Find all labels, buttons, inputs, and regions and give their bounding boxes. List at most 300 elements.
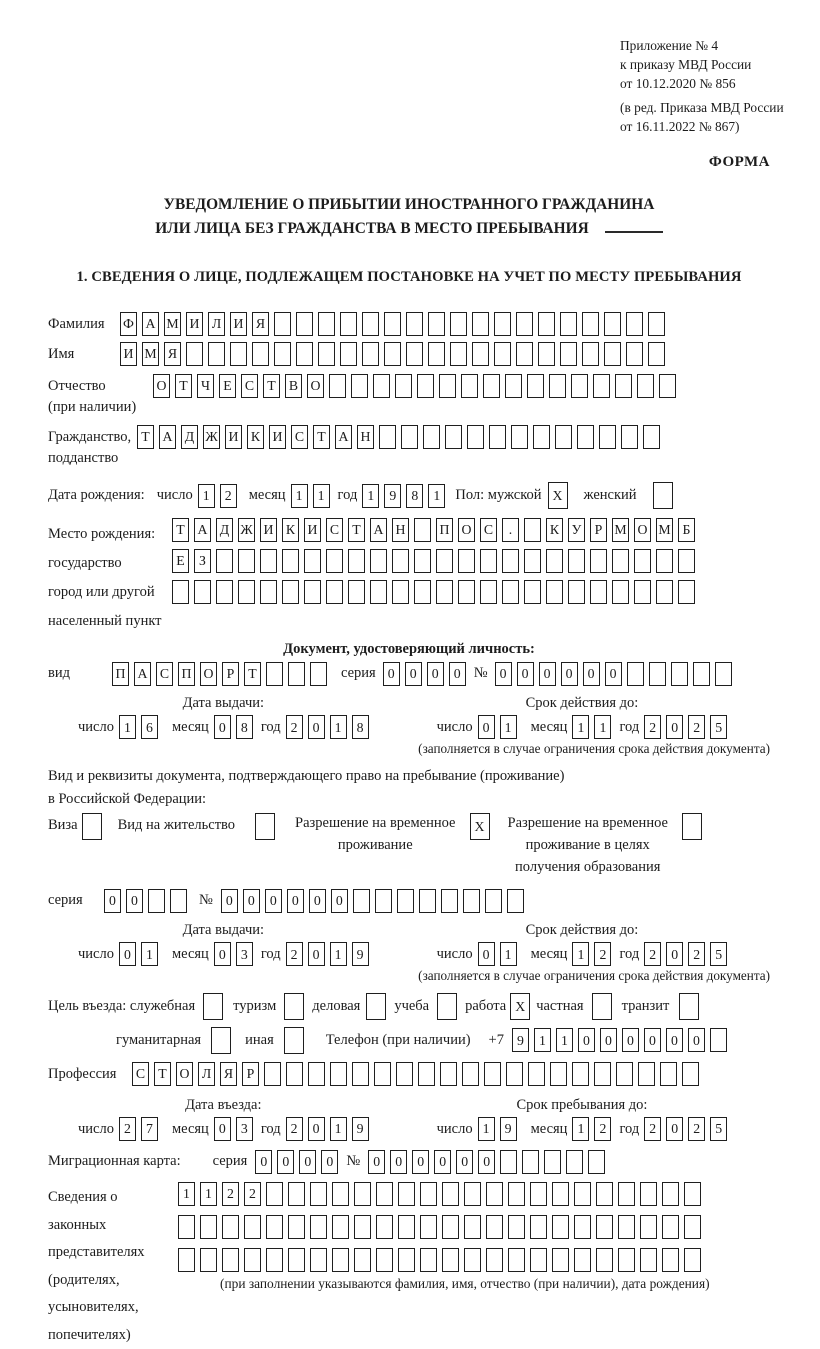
form-cell[interactable]: 0 — [434, 1150, 451, 1174]
form-cell[interactable]: О — [153, 374, 170, 398]
form-cell[interactable] — [406, 312, 423, 336]
form-cell[interactable]: 2 — [594, 1117, 611, 1141]
form-cell[interactable]: Д — [216, 518, 233, 542]
form-cell[interactable] — [480, 580, 497, 604]
form-cell[interactable]: Ф — [120, 312, 137, 336]
form-cell[interactable] — [374, 1062, 391, 1086]
form-cell[interactable] — [516, 342, 533, 366]
form-cell[interactable] — [507, 889, 524, 913]
form-cell[interactable] — [560, 312, 577, 336]
form-cell[interactable]: 0 — [214, 942, 231, 966]
form-cell[interactable] — [222, 1248, 239, 1272]
form-cell[interactable]: . — [502, 518, 519, 542]
form-cell[interactable] — [662, 1215, 679, 1239]
form-cell[interactable] — [439, 374, 456, 398]
form-cell[interactable] — [572, 1062, 589, 1086]
form-cell[interactable] — [370, 580, 387, 604]
form-cell[interactable] — [604, 342, 621, 366]
form-cell[interactable] — [216, 549, 233, 573]
form-cell[interactable]: 2 — [220, 484, 237, 508]
form-cell[interactable] — [544, 1150, 561, 1174]
form-cell[interactable] — [549, 374, 566, 398]
form-cell[interactable]: 2 — [644, 942, 661, 966]
form-cell[interactable] — [244, 1215, 261, 1239]
form-cell[interactable]: П — [178, 662, 195, 686]
form-cell[interactable] — [524, 549, 541, 573]
form-cell[interactable]: 2 — [286, 1117, 303, 1141]
form-cell[interactable]: 1 — [291, 484, 308, 508]
form-cell[interactable] — [318, 312, 335, 336]
form-cell[interactable]: 1 — [330, 1117, 347, 1141]
form-cell[interactable] — [530, 1215, 547, 1239]
form-cell[interactable]: 0 — [299, 1150, 316, 1174]
form-cell[interactable]: С — [291, 425, 308, 449]
form-cell[interactable] — [200, 1215, 217, 1239]
form-cell[interactable] — [682, 1062, 699, 1086]
form-cell[interactable] — [612, 549, 629, 573]
form-cell[interactable] — [445, 425, 462, 449]
form-cell[interactable] — [626, 342, 643, 366]
form-cell[interactable] — [506, 1062, 523, 1086]
form-cell[interactable]: 0 — [309, 889, 326, 913]
form-cell[interactable]: 0 — [104, 889, 121, 913]
form-cell[interactable] — [502, 549, 519, 573]
form-cell[interactable] — [671, 662, 688, 686]
form-cell[interactable] — [486, 1182, 503, 1206]
form-cell[interactable]: Т — [137, 425, 154, 449]
form-cell[interactable] — [442, 1182, 459, 1206]
form-cell[interactable]: X — [548, 482, 568, 509]
form-cell[interactable]: И — [225, 425, 242, 449]
temp-permit-checkbox[interactable] — [470, 813, 490, 840]
form-cell[interactable] — [494, 342, 511, 366]
form-cell[interactable] — [528, 1062, 545, 1086]
sex-female-checkbox[interactable] — [653, 482, 673, 509]
form-cell[interactable] — [472, 312, 489, 336]
purpose-business-checkbox[interactable] — [366, 993, 386, 1020]
form-cell[interactable]: 0 — [688, 1028, 705, 1052]
form-cell[interactable] — [483, 374, 500, 398]
form-cell[interactable] — [678, 549, 695, 573]
form-cell[interactable]: М — [612, 518, 629, 542]
form-cell[interactable] — [178, 1215, 195, 1239]
form-cell[interactable]: С — [132, 1062, 149, 1086]
form-cell[interactable] — [304, 580, 321, 604]
form-cell[interactable] — [486, 1215, 503, 1239]
form-cell[interactable]: 1 — [178, 1182, 195, 1206]
form-cell[interactable]: 0 — [539, 662, 556, 686]
purpose-private-checkbox[interactable] — [592, 993, 612, 1020]
form-cell[interactable]: 5 — [710, 942, 727, 966]
form-cell[interactable] — [660, 1062, 677, 1086]
form-cell[interactable] — [222, 1215, 239, 1239]
form-cell[interactable]: 0 — [578, 1028, 595, 1052]
form-cell[interactable]: Я — [220, 1062, 237, 1086]
form-cell[interactable] — [401, 425, 418, 449]
form-cell[interactable] — [414, 580, 431, 604]
form-cell[interactable] — [442, 1248, 459, 1272]
form-cell[interactable]: 1 — [330, 942, 347, 966]
form-cell[interactable] — [618, 1248, 635, 1272]
form-cell[interactable] — [418, 1062, 435, 1086]
form-cell[interactable] — [428, 312, 445, 336]
form-cell[interactable] — [398, 1248, 415, 1272]
form-cell[interactable] — [398, 1215, 415, 1239]
form-cell[interactable]: 0 — [449, 662, 466, 686]
form-cell[interactable] — [527, 374, 544, 398]
form-cell[interactable] — [643, 425, 660, 449]
form-cell[interactable] — [552, 1182, 569, 1206]
form-cell[interactable]: 9 — [512, 1028, 529, 1052]
form-cell[interactable] — [489, 425, 506, 449]
form-cell[interactable]: 2 — [688, 942, 705, 966]
form-cell[interactable]: 9 — [384, 484, 401, 508]
form-cell[interactable]: Б — [678, 518, 695, 542]
form-cell[interactable] — [593, 374, 610, 398]
form-cell[interactable] — [640, 1182, 657, 1206]
form-cell[interactable] — [332, 1215, 349, 1239]
form-cell[interactable] — [568, 580, 585, 604]
form-cell[interactable]: М — [142, 342, 159, 366]
form-cell[interactable]: А — [194, 518, 211, 542]
form-cell[interactable]: Е — [172, 549, 189, 573]
form-cell[interactable] — [552, 1215, 569, 1239]
form-cell[interactable] — [420, 1248, 437, 1272]
form-cell[interactable]: 2 — [644, 715, 661, 739]
form-cell[interactable]: 0 — [666, 1117, 683, 1141]
form-cell[interactable] — [395, 374, 412, 398]
form-cell[interactable]: О — [458, 518, 475, 542]
form-cell[interactable]: 0 — [478, 942, 495, 966]
form-cell[interactable] — [596, 1248, 613, 1272]
form-cell[interactable] — [616, 1062, 633, 1086]
form-cell[interactable]: 0 — [221, 889, 238, 913]
form-cell[interactable] — [208, 342, 225, 366]
form-cell[interactable]: О — [176, 1062, 193, 1086]
form-cell[interactable]: 2 — [286, 942, 303, 966]
form-cell[interactable]: 0 — [368, 1150, 385, 1174]
form-cell[interactable] — [684, 1248, 701, 1272]
form-cell[interactable] — [467, 425, 484, 449]
form-cell[interactable]: 0 — [287, 889, 304, 913]
form-cell[interactable]: К — [546, 518, 563, 542]
form-cell[interactable] — [284, 993, 304, 1020]
form-cell[interactable]: 1 — [428, 484, 445, 508]
form-cell[interactable] — [414, 518, 431, 542]
form-cell[interactable]: 1 — [198, 484, 215, 508]
form-cell[interactable]: 0 — [277, 1150, 294, 1174]
form-cell[interactable] — [524, 518, 541, 542]
form-cell[interactable] — [494, 312, 511, 336]
form-cell[interactable] — [574, 1182, 591, 1206]
form-cell[interactable]: 8 — [352, 715, 369, 739]
form-cell[interactable] — [326, 580, 343, 604]
form-cell[interactable] — [604, 312, 621, 336]
form-cell[interactable]: 0 — [622, 1028, 639, 1052]
form-cell[interactable] — [332, 1248, 349, 1272]
form-cell[interactable] — [170, 889, 187, 913]
form-cell[interactable] — [678, 580, 695, 604]
form-cell[interactable] — [679, 993, 699, 1020]
form-cell[interactable] — [310, 1248, 327, 1272]
form-cell[interactable] — [464, 1215, 481, 1239]
form-cell[interactable] — [414, 549, 431, 573]
form-cell[interactable] — [648, 312, 665, 336]
form-cell[interactable] — [266, 1248, 283, 1272]
form-cell[interactable] — [522, 1150, 539, 1174]
form-cell[interactable]: Ж — [203, 425, 220, 449]
form-cell[interactable] — [486, 1248, 503, 1272]
form-cell[interactable]: 1 — [534, 1028, 551, 1052]
form-cell[interactable]: 1 — [141, 942, 158, 966]
form-cell[interactable]: А — [134, 662, 151, 686]
form-cell[interactable] — [618, 1215, 635, 1239]
form-cell[interactable] — [304, 549, 321, 573]
form-cell[interactable] — [397, 889, 414, 913]
form-cell[interactable] — [484, 1062, 501, 1086]
form-cell[interactable]: 0 — [495, 662, 512, 686]
form-cell[interactable] — [420, 1215, 437, 1239]
form-cell[interactable]: Р — [590, 518, 607, 542]
form-cell[interactable]: 3 — [236, 942, 253, 966]
form-cell[interactable] — [684, 1215, 701, 1239]
form-cell[interactable]: 1 — [572, 715, 589, 739]
form-cell[interactable] — [659, 374, 676, 398]
form-cell[interactable] — [594, 1062, 611, 1086]
form-cell[interactable] — [649, 662, 666, 686]
form-cell[interactable] — [288, 1182, 305, 1206]
form-cell[interactable] — [211, 1027, 231, 1054]
form-cell[interactable]: 8 — [236, 715, 253, 739]
form-cell[interactable]: Я — [252, 312, 269, 336]
form-cell[interactable]: Ч — [197, 374, 214, 398]
form-cell[interactable]: 1 — [500, 715, 517, 739]
form-cell[interactable] — [596, 1182, 613, 1206]
form-cell[interactable] — [352, 1062, 369, 1086]
form-cell[interactable]: 2 — [244, 1182, 261, 1206]
form-cell[interactable] — [384, 312, 401, 336]
form-cell[interactable] — [376, 1215, 393, 1239]
form-cell[interactable]: Р — [222, 662, 239, 686]
form-cell[interactable] — [710, 1028, 727, 1052]
form-cell[interactable]: 0 — [126, 889, 143, 913]
sex-male-checkbox[interactable] — [548, 482, 568, 509]
form-cell[interactable] — [362, 342, 379, 366]
form-cell[interactable] — [376, 1182, 393, 1206]
form-cell[interactable] — [550, 1062, 567, 1086]
form-cell[interactable]: 5 — [710, 715, 727, 739]
form-cell[interactable] — [362, 312, 379, 336]
form-cell[interactable] — [260, 549, 277, 573]
form-cell[interactable] — [461, 374, 478, 398]
form-cell[interactable]: А — [370, 518, 387, 542]
form-cell[interactable]: 0 — [331, 889, 348, 913]
form-cell[interactable] — [286, 1062, 303, 1086]
form-cell[interactable] — [684, 1182, 701, 1206]
form-cell[interactable]: 0 — [308, 715, 325, 739]
form-cell[interactable] — [348, 580, 365, 604]
form-cell[interactable]: И — [186, 312, 203, 336]
form-cell[interactable]: О — [634, 518, 651, 542]
form-cell[interactable] — [284, 1027, 304, 1054]
form-cell[interactable]: 2 — [594, 942, 611, 966]
form-cell[interactable]: 0 — [561, 662, 578, 686]
form-cell[interactable]: 0 — [456, 1150, 473, 1174]
form-cell[interactable] — [653, 482, 673, 509]
form-cell[interactable]: У — [568, 518, 585, 542]
form-cell[interactable] — [354, 1248, 371, 1272]
form-cell[interactable]: 2 — [286, 715, 303, 739]
form-cell[interactable] — [255, 813, 275, 840]
form-cell[interactable] — [546, 549, 563, 573]
form-cell[interactable]: 0 — [583, 662, 600, 686]
form-cell[interactable] — [238, 549, 255, 573]
form-cell[interactable]: С — [326, 518, 343, 542]
form-cell[interactable]: 0 — [666, 942, 683, 966]
form-cell[interactable]: 1 — [119, 715, 136, 739]
form-cell[interactable] — [485, 889, 502, 913]
form-cell[interactable] — [552, 1248, 569, 1272]
form-cell[interactable] — [626, 312, 643, 336]
purpose-study-checkbox[interactable] — [437, 993, 457, 1020]
form-cell[interactable] — [260, 580, 277, 604]
form-cell[interactable] — [351, 374, 368, 398]
form-cell[interactable] — [288, 1215, 305, 1239]
form-cell[interactable]: Е — [219, 374, 236, 398]
form-cell[interactable] — [502, 580, 519, 604]
form-cell[interactable]: Т — [175, 374, 192, 398]
form-cell[interactable]: Т — [154, 1062, 171, 1086]
form-cell[interactable]: 0 — [321, 1150, 338, 1174]
form-cell[interactable] — [288, 662, 305, 686]
form-cell[interactable] — [693, 662, 710, 686]
form-cell[interactable]: Т — [172, 518, 189, 542]
form-cell[interactable] — [379, 425, 396, 449]
form-cell[interactable]: К — [282, 518, 299, 542]
purpose-official-checkbox[interactable] — [203, 993, 223, 1020]
form-cell[interactable] — [450, 342, 467, 366]
form-cell[interactable] — [638, 1062, 655, 1086]
form-cell[interactable] — [308, 1062, 325, 1086]
form-cell[interactable] — [571, 374, 588, 398]
purpose-transit-checkbox[interactable] — [679, 993, 699, 1020]
form-cell[interactable]: X — [510, 993, 530, 1020]
form-cell[interactable]: Д — [181, 425, 198, 449]
form-cell[interactable]: 2 — [688, 715, 705, 739]
form-cell[interactable]: 0 — [383, 662, 400, 686]
form-cell[interactable] — [656, 549, 673, 573]
form-cell[interactable] — [568, 549, 585, 573]
form-cell[interactable] — [354, 1215, 371, 1239]
form-cell[interactable]: Т — [263, 374, 280, 398]
form-cell[interactable] — [640, 1215, 657, 1239]
form-cell[interactable] — [420, 1182, 437, 1206]
form-cell[interactable] — [266, 1182, 283, 1206]
residence-permit-checkbox[interactable] — [255, 813, 275, 840]
form-cell[interactable]: Я — [164, 342, 181, 366]
form-cell[interactable] — [440, 1062, 457, 1086]
form-cell[interactable] — [577, 425, 594, 449]
form-cell[interactable] — [524, 580, 541, 604]
form-cell[interactable] — [634, 580, 651, 604]
form-cell[interactable]: А — [159, 425, 176, 449]
form-cell[interactable] — [682, 813, 702, 840]
form-cell[interactable]: 0 — [600, 1028, 617, 1052]
form-cell[interactable]: 0 — [119, 942, 136, 966]
form-cell[interactable]: 0 — [478, 1150, 495, 1174]
form-cell[interactable]: 0 — [255, 1150, 272, 1174]
form-cell[interactable] — [450, 312, 467, 336]
form-cell[interactable]: 9 — [352, 942, 369, 966]
visa-checkbox[interactable] — [82, 813, 102, 840]
form-cell[interactable]: 0 — [666, 1028, 683, 1052]
form-cell[interactable]: 2 — [119, 1117, 136, 1141]
form-cell[interactable] — [582, 312, 599, 336]
form-cell[interactable]: 0 — [405, 662, 422, 686]
form-cell[interactable] — [282, 549, 299, 573]
form-cell[interactable] — [508, 1215, 525, 1239]
form-cell[interactable] — [662, 1182, 679, 1206]
form-cell[interactable]: 0 — [308, 942, 325, 966]
form-cell[interactable]: Л — [208, 312, 225, 336]
form-cell[interactable] — [340, 342, 357, 366]
form-cell[interactable]: 0 — [605, 662, 622, 686]
form-cell[interactable] — [419, 889, 436, 913]
form-cell[interactable]: 1 — [200, 1182, 217, 1206]
form-cell[interactable] — [266, 662, 283, 686]
form-cell[interactable]: М — [656, 518, 673, 542]
form-cell[interactable]: 0 — [390, 1150, 407, 1174]
form-cell[interactable] — [458, 549, 475, 573]
form-cell[interactable] — [310, 1215, 327, 1239]
form-cell[interactable] — [530, 1248, 547, 1272]
form-cell[interactable]: X — [470, 813, 490, 840]
form-cell[interactable] — [384, 342, 401, 366]
form-cell[interactable]: 0 — [243, 889, 260, 913]
form-cell[interactable] — [274, 312, 291, 336]
form-cell[interactable]: 1 — [594, 715, 611, 739]
form-cell[interactable]: Т — [348, 518, 365, 542]
form-cell[interactable] — [326, 549, 343, 573]
form-cell[interactable] — [662, 1248, 679, 1272]
form-cell[interactable] — [538, 342, 555, 366]
form-cell[interactable]: 0 — [308, 1117, 325, 1141]
form-cell[interactable] — [330, 1062, 347, 1086]
form-cell[interactable]: 0 — [214, 1117, 231, 1141]
form-cell[interactable] — [370, 549, 387, 573]
form-cell[interactable]: П — [112, 662, 129, 686]
form-cell[interactable] — [566, 1150, 583, 1174]
form-cell[interactable] — [615, 374, 632, 398]
form-cell[interactable] — [428, 342, 445, 366]
form-cell[interactable]: 8 — [406, 484, 423, 508]
form-cell[interactable]: М — [164, 312, 181, 336]
form-cell[interactable] — [288, 1248, 305, 1272]
form-cell[interactable] — [353, 889, 370, 913]
form-cell[interactable] — [648, 342, 665, 366]
form-cell[interactable]: И — [304, 518, 321, 542]
form-cell[interactable]: О — [307, 374, 324, 398]
form-cell[interactable]: С — [156, 662, 173, 686]
form-cell[interactable]: В — [285, 374, 302, 398]
form-cell[interactable] — [373, 374, 390, 398]
form-cell[interactable] — [621, 425, 638, 449]
form-cell[interactable]: 1 — [572, 1117, 589, 1141]
form-cell[interactable] — [599, 425, 616, 449]
form-cell[interactable]: И — [269, 425, 286, 449]
form-cell[interactable] — [656, 580, 673, 604]
form-cell[interactable]: 1 — [500, 942, 517, 966]
